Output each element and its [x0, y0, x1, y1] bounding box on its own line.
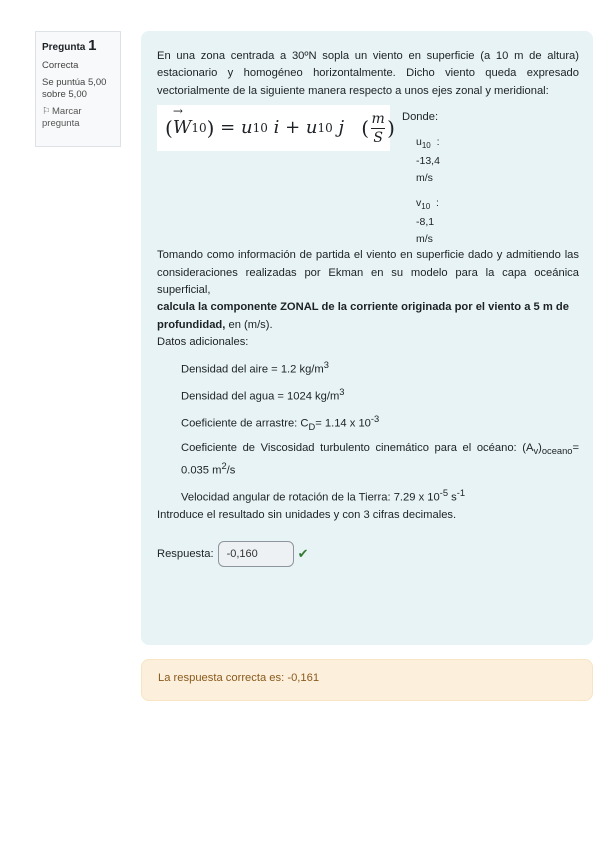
- flag-question-link[interactable]: ⚐Marcar pregunta: [42, 106, 82, 129]
- question-paragraph: Tomando como información de partida el viento en superficie dado y admitiendo las consideraciones realizadas por Ekman en su modelo para la capa oceánica superficial,: [157, 249, 579, 297]
- question-state: Correcta: [42, 60, 79, 71]
- answer-row: [157, 541, 579, 567]
- extra-viscosity: Coeficiente de Viscosidad turbulento cinemático para el océano: $(A_v)_{oceano}= 0.035$ $m^2/s$: [181, 442, 579, 477]
- extra-water-density: Densidad del agua = 1024 $kg/m^3$: [181, 386, 345, 403]
- question-number: Pregunta 1: [42, 37, 97, 54]
- donde-block: [402, 105, 492, 247]
- question-task: calcula la componente ZONAL de la corriente originada por el viento a 5 m de profundidad, en (m/s).: [157, 301, 569, 331]
- extra-air-density: Densidad del aire = 1.2 $kg/m^3$: [181, 359, 329, 376]
- answer-input[interactable]: [218, 541, 294, 567]
- extra-drag-coefficient: Coeficiente de arrastre: $C_D= 1.14$ x $10^{-3}$: [181, 413, 380, 432]
- question-content: [141, 31, 593, 645]
- extra-rotation: Velocidad angular de rotación de la Tierra: 7.29 x $10^{-5}$ $s^{-1}$: [181, 487, 466, 504]
- extras-list: [157, 358, 579, 507]
- component-u: $u_{10}$ : -13,4 m/s: [416, 136, 440, 185]
- answer-label: Respuesta:: [157, 547, 214, 560]
- instruction-text: Introduce el resultado sin unidades y con 3 cifras decimales.: [157, 509, 457, 522]
- correct-answer-feedback: La respuesta correcta es: -0,161: [141, 659, 593, 701]
- extras-label: Datos adicionales:: [157, 336, 249, 349]
- component-v: $v_{10}$ : -8,1 m/s: [416, 196, 439, 245]
- question-intro: En una zona centrada a 30ºN sopla un viento en superficie (a 10 m de altura) estacionario y homogéneo horizontalmente. Dicho viento queda expresado vectorialmente de la siguiente manera respecto a unos ejes zonal y meridional:: [157, 50, 579, 97]
- question-info: [35, 31, 121, 147]
- question-grade: Se puntúa 5,00 sobre 5,00: [42, 77, 107, 100]
- flag-icon: ⚐: [42, 106, 51, 118]
- check-icon: ✔: [297, 546, 309, 562]
- wind-formula-image: ( → W 10 ) = u 10 i + u 10 j ( $\frac{m}{S}$ ): [157, 105, 390, 151]
- donde-label: Donde:: [402, 111, 439, 124]
- formula-row: [157, 105, 579, 247]
